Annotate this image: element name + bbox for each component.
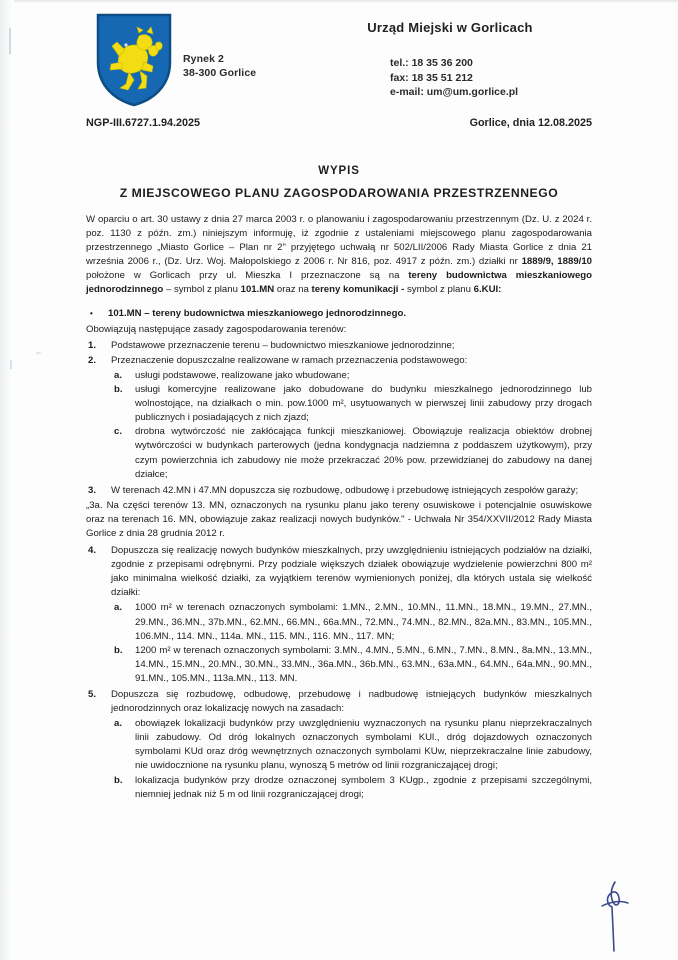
item-number: 2.	[88, 354, 97, 366]
scan-artifact	[10, 360, 12, 369]
sub-list-item	[111, 369, 592, 383]
document-body	[86, 213, 592, 804]
intro-part-2: położone w Gorlicach przy ul. Mieszka I przeznaczone są na	[86, 270, 409, 282]
sub-item-text: obowiązek lokalizacji budynków przy uwzględnieniu wyznaczonych na rysunku planu nieprzekraczalnych linii zabudowy. Od dróg lokalnych oznaczonych symbolami KUl., dróg dojazdowych oznaczonych symbolami KUd oraz dróg wewnętrznych oznaczonych symbolami KUw, nieprzekraczalne linie zabudowy, nie uwidocznione na rysunku planu, wynoszą 5 metrów od linii rozgraniczającej drogi;	[135, 718, 592, 772]
sub-list-item	[111, 601, 592, 643]
sub-list	[111, 369, 592, 482]
item-text: Przeznaczenie dopuszczalne realizowane w ramach przeznaczenia podstawowego:	[111, 354, 468, 366]
intro-parcels: 1889/9, 1889/10	[521, 256, 592, 268]
intro-purpose-2: tereny komunikacji -	[311, 284, 405, 296]
sub-item-text: usługi komercyjne realizowane jako dobudowane do budynku mieszkalnego jednorodzinnego lub wolnostojące, na działkach o min. pow.1000 m², usytuowanych w pierwszej linii zabudowy przy drogach publicznych i posiadających z nich zjazd;	[135, 384, 592, 424]
item-text: Podstawowe przeznaczenie terenu – budownictwo mieszkaniowe jednorodzinne;	[111, 339, 455, 351]
item-content	[111, 354, 592, 483]
sub-item-text: 1000 m² w terenach oznaczonych symbolami: 1.MN., 2.MN., 10.MN., 11.MN., 18.MN., 19.MN., 27.MN., 29.MN., 36.MN., 37b.MN., 62.MN., 66.MN., 66a.MN., 72.MN., 74.MN., 82.MN., 82a.MN., 83.MN., 105.MN., 106.MN., 114. MN., 114a. MN., 115. MN., 116. MN., 117. MN;	[135, 602, 592, 642]
scan-top-edge	[0, 0, 678, 4]
scan-artifact	[36, 351, 41, 355]
sub-item-text: 1200 m² w terenach oznaczonych symbolami: 3.MN., 4.MN., 5.MN., 6.MN., 7.MN., 8.MN., 8a.MN., 13.MN., 14.MN., 15.MN., 20.MN., 30.MN., 33.MN., 36a.MN., 36b.MN., 63.MN., 63a.MN., 64.MN., 64a.MN., 90.MN., 91.MN., 105.MN., 113a.MN., 113. MN.	[135, 644, 592, 684]
sub-item-mark: b.	[114, 774, 123, 786]
contact-phone: tel.: 18 35 36 200	[390, 57, 473, 69]
place-and-date: Gorlice, dnia 12.08.2025	[469, 117, 592, 129]
handwritten-signature-mark	[588, 878, 648, 954]
intro-part-3: – symbol z planu	[163, 284, 241, 296]
amendment-quote: „3a. Na części terenów 13. MN, oznaczonych na rysunku planu jako tereny osuwiskowe i potencjalnie osuwiskowe oraz na terenach 16. MN, obowiązuje zakaz realizacji nowych budynków." - Uchwała Nr 354/XXVII/2012 Rady Miasta Gorlice z dnia 28 grudnia 2012 r.	[86, 499, 592, 539]
item-text: W terenach 42.MN i 47.MN dopuszcza się rozbudowę, odbudowę i przebudowę istniejących zespołów garaży;	[111, 484, 579, 496]
contact-fax: fax: 18 35 51 212	[390, 71, 473, 84]
item-number: 1.	[88, 339, 97, 351]
section-bullet-text: 101.MN – tereny budownictwa mieszkaniowego jednorodzinnego.	[108, 307, 406, 319]
sub-list-item	[111, 644, 592, 686]
item-number: 4.	[88, 545, 97, 557]
document-title	[86, 165, 592, 200]
item-text: Dopuszcza się realizację nowych budynków mieszkalnych, przy uwzględnieniu istniejących podziałów na działki, zgodnie z przepisami odrębnymi. Przy podziale większych działek obowiązuje wydzielenie powierzchni 800 m² jako minimalna wielkość działki, za wyjątkiem terenów wymienionych poniżej, dla których ustala się wielkość działki:	[111, 545, 592, 599]
sub-item-text: usługi podstawowe, realizowane jako wbudowane;	[135, 369, 350, 381]
sub-item-mark: a.	[114, 718, 123, 730]
rules-list	[86, 339, 592, 498]
sub-item-mark: a.	[114, 369, 123, 381]
office-address	[183, 52, 256, 80]
sub-list-item	[111, 717, 592, 773]
sub-list-item	[111, 774, 592, 802]
list-item	[86, 688, 592, 803]
item-content	[111, 688, 592, 803]
item-content	[111, 544, 592, 687]
sub-item-mark: a.	[114, 602, 123, 614]
rules-list-continued	[86, 544, 592, 803]
office-title: Urząd Miejski w Gorlicach	[367, 20, 533, 35]
sub-item-text: lokalizacja budynków przy drodze oznaczonej symbolem 3 KUgp., zgodnie z przepisami szczególnymi, niemniej jednak niż 5 m od linii rozgraniczającej drogi;	[135, 774, 592, 800]
intro-purpose-1: tereny budownictwa mieszkaniowego jednorodzinnego	[86, 270, 592, 296]
rules-intro-line: Obowiązują następujące zasady zagospodarowania terenów:	[86, 323, 347, 335]
title-line-2: Z MIEJSCOWEGO PLANU ZAGOSPODAROWANIA PRZESTRZENNEGO	[119, 186, 559, 200]
sub-item-text: drobna wytwórczość nie zakłócająca funkcji mieszkaniowej. Obowiązuje realizacja obiektów drobnej wytwórczości w budynkach parterowych (jedna kondygnacja nadziemna z poddaszem użytkowym), przy czym powierzchnia ich zabudowy nie może przekraczać 20% pow. przewidzianej do zabudowy na danej działce;	[135, 426, 592, 480]
intro-symbol-1: 101.MN	[240, 284, 275, 296]
sub-list	[111, 717, 592, 802]
intro-part-5: symbol z planu	[404, 284, 474, 296]
letterhead	[0, 8, 678, 116]
reference-row	[86, 117, 592, 129]
office-contact-block	[390, 56, 518, 100]
sub-item-mark: b.	[114, 644, 123, 656]
address-line-1: Rynek 2	[183, 53, 224, 65]
intro-part-1: W oparciu o art. 30 ustawy z dnia 27 marca 2003 r. o planowaniu i zagospodarowaniu przestrzennym (Dz. U. z 2024 r. poz. 1130 z późn. zm.) niniejszym informuję, iż zgodnie z ustaleniami miejscowego planu zagospodarowania przestrzennego „Miasto Gorlice – Plan nr 2" przyjętego uchwałą nr 502/LII/2006 Rady Miasta Gorlice z dnia 21 września 2006 r., (Dz. Urz. Woj. Małopolskiego z 2006 r. Nr 816, poz. 4917 z późn. zm.) działki nr	[86, 214, 592, 268]
item-number: 5.	[88, 689, 97, 700]
scan-left-edge	[0, 0, 14, 960]
list-item	[86, 339, 592, 353]
title-line-1: WYPIS	[318, 165, 360, 177]
intro-paragraph	[86, 213, 592, 298]
item-text: Dopuszcza się rozbudowę, odbudowę, przebudowę i nadbudowę istniejących budynków mieszkalnych jednorodzinnych oraz lokalizację nowych na zasadach:	[111, 689, 592, 715]
intro-part-4: oraz na	[274, 284, 312, 296]
sub-list	[111, 601, 592, 686]
sub-item-mark: b.	[114, 384, 123, 396]
list-item	[86, 354, 592, 483]
sub-list-item	[111, 383, 592, 425]
contact-email: e-mail: um@um.gorlice.pl	[390, 86, 519, 98]
gorlice-coat-of-arms-icon	[95, 12, 173, 107]
sub-list-item	[111, 425, 592, 481]
reference-number: NGP-III.6727.1.94.2025	[86, 117, 201, 129]
section-bullet	[86, 307, 592, 321]
address-line-2: 38-300 Gorlice	[183, 67, 257, 79]
item-number: 3.	[88, 484, 97, 496]
list-item	[86, 544, 592, 687]
sub-item-mark: c.	[114, 426, 123, 438]
list-item	[86, 484, 592, 498]
intro-symbol-2: 6.KUI:	[473, 284, 502, 296]
bullet-dot-icon: •	[90, 308, 93, 318]
